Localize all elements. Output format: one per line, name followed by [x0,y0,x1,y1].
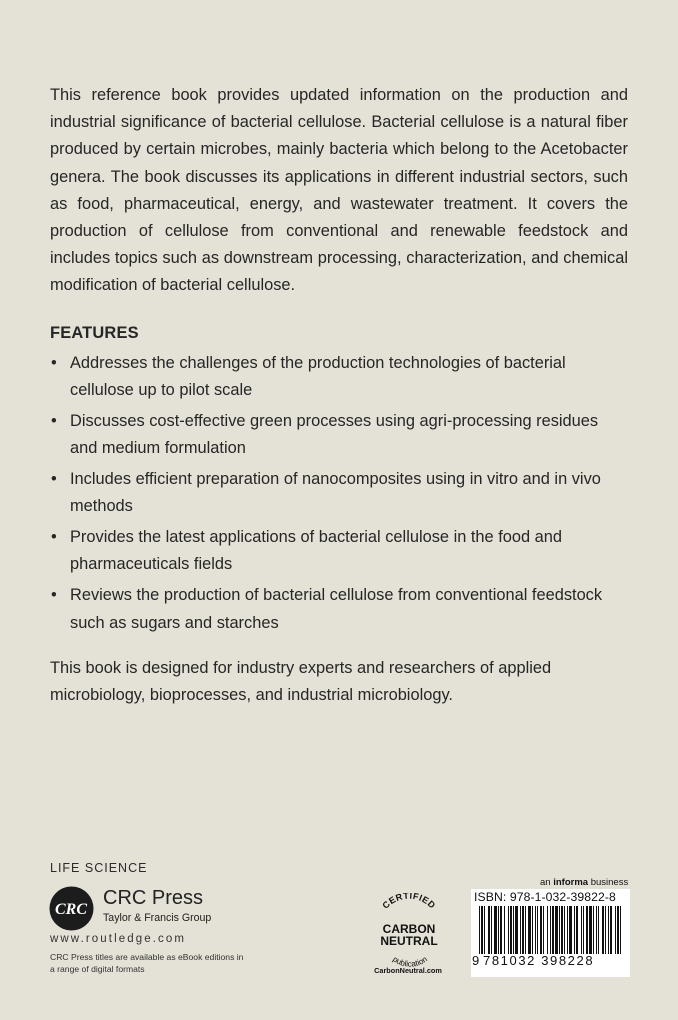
barcode-bar [481,906,483,954]
barcode-bar [547,906,548,954]
barcode-bar [581,906,582,954]
barcode-bar [522,906,524,954]
back-cover-text [50,82,628,709]
feature-text: Includes efficient preparation of nanocomposites using in vitro and in vivo methods [70,470,601,516]
closing-paragraph: This book is designed for industry experts and researchers of applied microbiology, bioprocesses, and industrial microbiology. [50,658,552,705]
feature-text: Discusses cost-effective green processes using agri-processing residues and medium formulation [70,411,599,458]
barcode-bar [589,906,592,954]
list-item [50,582,628,636]
barcode-bar [564,906,565,954]
barcode-bar [602,906,604,954]
barcode-bar [615,906,616,954]
barcode-bar [620,906,621,954]
website-link[interactable]: www.routledge.com [50,933,187,945]
barcode-bar [552,906,554,954]
carbon-site: CarbonNeutral.com [374,966,442,975]
intro-paragraph: This reference book provides updated information on the production and industrial significance of bacterial cellulose. Bacterial cellulose is a natural fiber produced by certain microbes, mainly bacteria which belong to the Acetobacter genera. The book discusses its applications in different industrial sectors, such as food, pharmaceutical, energy, and wastewater treatment. It covers the production of cellulose from conventional and renewable feedstock and includes topics such as downstream processing, characterization, and chemical modification of bacterial cellulose. [50,86,628,295]
publisher-name: CRC Press [103,887,204,909]
barcode-bar [504,906,505,954]
barcode-bar [500,906,502,954]
features-list [50,350,628,637]
carbon-line2: NEUTRAL [380,934,438,948]
barcode-bar [508,906,509,954]
barcode-bar [525,906,526,954]
feature-text: Reviews the production of bacterial cellulose from conventional feedstock such as sugars and starches [70,586,603,632]
barcode-bar [569,906,572,954]
bullet-icon: • [51,411,57,430]
informa-tagline [540,877,628,888]
feature-text: Provides the latest applications of bacterial cellulose in the food and pharmaceuticals fields [70,528,563,574]
barcode-bar [540,906,542,954]
barcode-bar [532,906,533,954]
barcode-bar [488,906,490,954]
barcode-bar [567,906,568,954]
isbn-text: ISBN: 978-1-032-39822-8 [474,890,616,904]
publisher-group: Taylor & Francis Group [103,912,212,924]
barcode-bar [484,906,485,954]
barcode-bar [559,906,560,954]
category-label: LIFE SCIENCE [50,861,148,875]
barcode-bar [543,906,544,954]
barcode-bar [515,906,518,954]
barcode-bar [576,906,578,954]
informa-suffix: business [590,877,629,888]
list-item [50,408,628,462]
barcode-bar [537,906,538,954]
barcode-bar [479,906,480,954]
bullet-icon: • [51,353,57,372]
bullet-icon: • [51,586,57,605]
ebook-note: CRC Press titles are available as eBook editions in a range of digital formats [50,952,244,974]
barcode-bar [513,906,514,954]
barcode-bar [610,906,612,954]
barcode-bar [535,906,536,954]
list-item [50,350,628,404]
barcode-bar [586,906,588,954]
barcode-bar [583,906,584,954]
barcode-digits: 781032 398228 [483,953,595,968]
informa-brand: informa [553,877,589,888]
barcode-bar [617,906,619,954]
barcode-bar [598,906,599,954]
barcode-bar [593,906,594,954]
list-item [50,466,628,520]
barcode-first-digit: 9 [472,953,480,968]
barcode-bar [510,906,512,954]
carbon-bottom-text: publication [391,954,429,969]
barcode-bar [596,906,597,954]
barcode-bar [498,906,499,954]
bullet-icon: • [51,528,57,547]
carbon-top-text: CERTIFIED [380,893,438,911]
crc-logo-text: CRC [54,901,88,918]
barcode-bar [528,906,531,954]
barcode-bar [608,906,609,954]
carbon-line1: CARBON [382,922,436,936]
barcode-bar [555,906,558,954]
barcode-bar [561,906,563,954]
barcode-bar [494,906,497,954]
feature-text: Addresses the challenges of the production technologies of bacterial cellulose up to pilot scale [70,353,566,399]
barcode-bar [491,906,492,954]
list-item [50,524,628,578]
barcode-bar [550,906,551,954]
informa-prefix: an [540,877,551,888]
features-heading: FEATURES [50,323,139,342]
crc-logo-icon [49,886,94,931]
barcode [471,889,630,977]
bullet-icon: • [51,470,57,489]
barcode-bar [520,906,521,954]
svg-text:CERTIFIED [380,893,437,911]
barcode-bar [605,906,606,954]
barcode-bar [574,906,575,954]
